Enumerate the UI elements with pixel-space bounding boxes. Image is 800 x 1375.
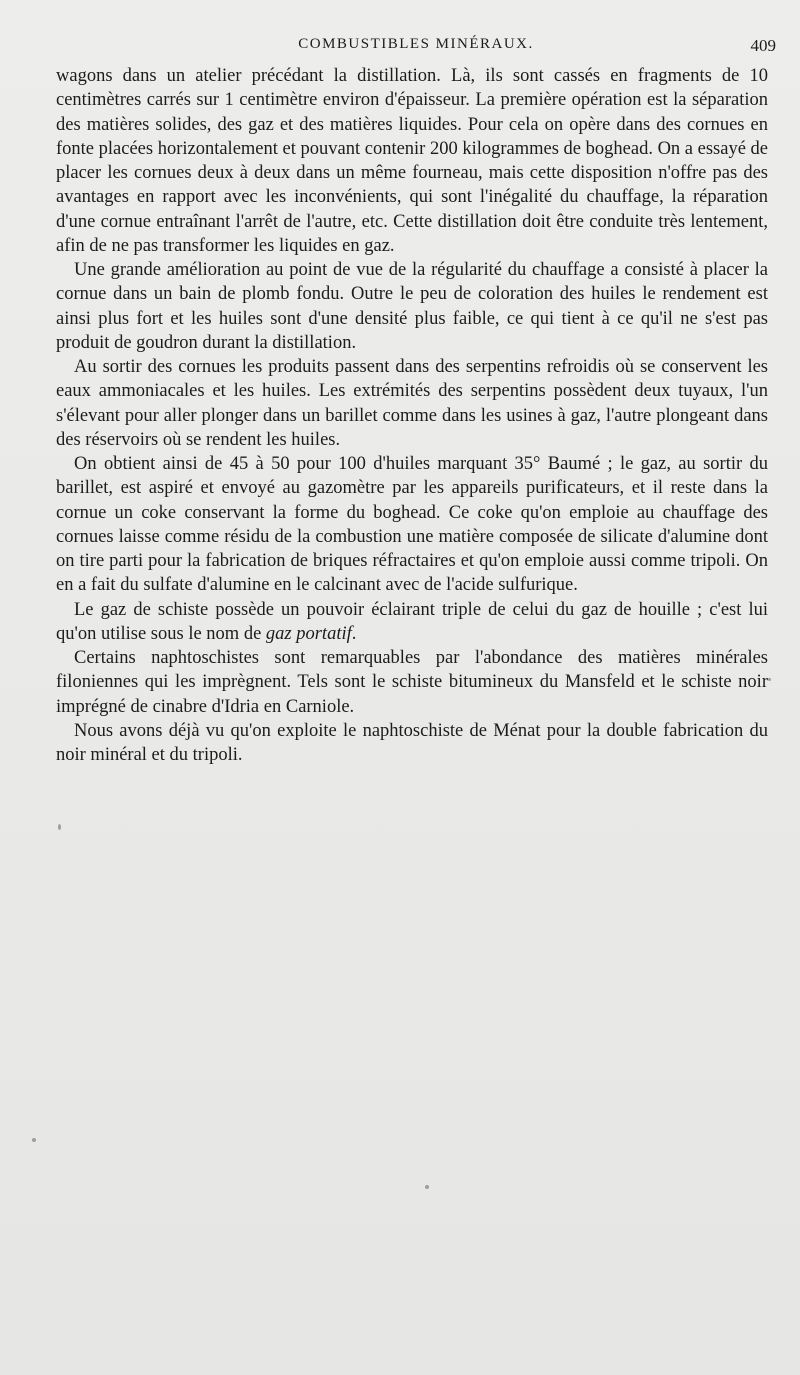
ink-speck <box>425 1185 429 1189</box>
portable-gas-term: gaz portatif <box>265 623 352 644</box>
portable-gas-text: Le gaz de schiste possède un pouvoir éclairant triple de celui du gaz de houille ; c'est lui qu'on utilise sous le nom de <box>56 599 768 644</box>
ink-speck <box>768 678 771 681</box>
paragraph-lead-bath: Une grande amélioration au point de vue de la régularité du chauffage a consisté à placer la cornue dans un bain de plomb fondu. Outre le peu de coloration des huiles le rendement est ainsi plus fort et les huiles sont d'une densité plus faible, ce qui tient à ce qu'il ne s'est pas produit de goudron durant la distillation. <box>56 260 768 353</box>
paragraph-yield: On obtient ainsi de 45 à 50 pour 100 d'huiles marquant 35° Baumé ; le gaz, au sortir du barillet, est aspiré et envoyé au gazomètre par les appareils purificateurs, et il reste dans la cornue un coke conservant la forme du boghead. Ce coke qu'on emploie au chauffage des cornues laisse comme résidu de la combustion une matière composée de silicate d'alumine dont on tire parti pour la fabrication de briques réfractaires et qu'on emploie aussi comme tripoli. On en a fait du sulfate d'alumine en le calcinant avec de l'acide sulfurique. <box>56 454 768 596</box>
paragraph-naphtoschists: Certains naphtoschistes sont remarquables par l'abondance des matières minérales filoniennes qui les imprègnent. Tels sont le schiste bitumineux du Mansfeld et le schiste noir imprégné de cinabre d'Idria en Carniole. <box>56 648 768 717</box>
page-number: 409 <box>750 36 776 55</box>
running-title: COMBUSTIBLES MINÉRAUX. <box>298 36 534 52</box>
paragraph-serpentines: Au sortir des cornues les produits passent dans des serpentins refroidis où se conservent les eaux ammoniacales et les huiles. Les extrémités des serpentins possèdent deux tuyaux, l'un s'élevant pour aller plonger dans un barillet comme dans les usines à gaz, l'autre plongeant dans des réservoirs où se rendent les huiles. <box>56 357 768 450</box>
paragraph-menat: Nous avons déjà vu qu'on exploite le naphtoschiste de Ménat pour la double fabrication du noir minéral et du tripoli. <box>56 720 768 765</box>
page-header <box>56 36 776 60</box>
body-text <box>56 64 768 767</box>
paragraph-distillation: wagons dans un atelier précédant la distillation. Là, ils sont cassés en fragments de 10 centimètres carrés sur 1 centimètre environ d'épaisseur. La première opération est la séparation des matières solides, des gaz et des matières liquides. Pour cela on opère dans des cornues en fonte placées horizontalement et pouvant contenir 200 kilogrammes de boghead. On a essayé de placer les cornues deux à deux dans un même fourneau, mais cette disposition n'offre pas des avantages en rapport avec les inconvénients, qui sont l'inégalité du chauffage, la réparation d'une cornue entraînant l'arrêt de l'autre, etc. Cette distillation doit être conduite très lentement, afin de ne pas transformer les liquides en gaz. <box>56 66 769 256</box>
paragraph-portable-gas <box>56 598 768 647</box>
portable-gas-end: . <box>351 623 357 644</box>
ink-speck <box>32 1138 36 1142</box>
ink-speck <box>58 824 61 830</box>
